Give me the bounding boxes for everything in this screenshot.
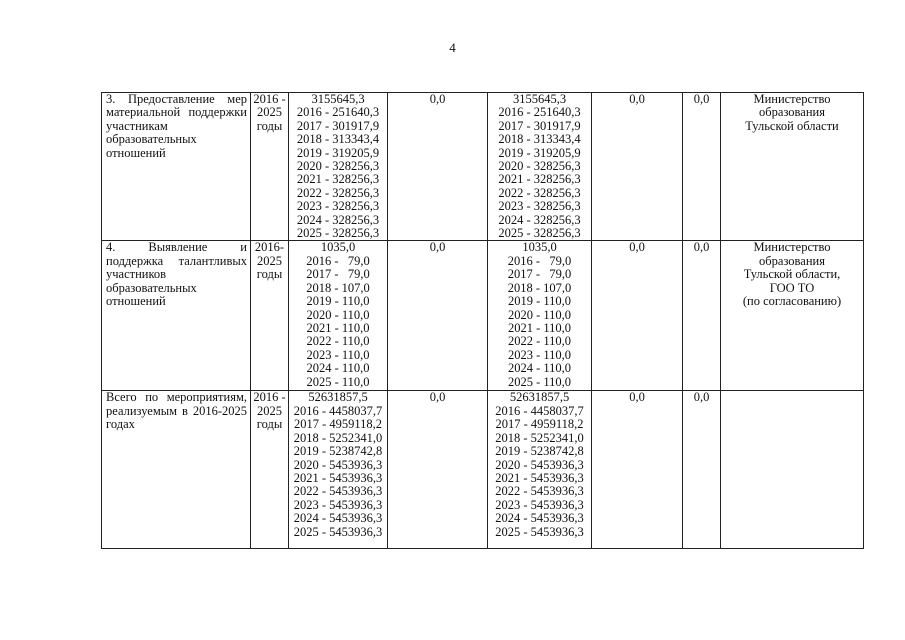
- responsible-line: (по согласованию): [742, 294, 842, 309]
- funding-line: 52631857,5: [308, 390, 368, 405]
- activity-name: 4. Выявление и поддержка талантливых участников образовательных отношений: [102, 241, 251, 391]
- period-line: 2016-: [254, 240, 285, 255]
- funding-line: 2019 - 110,0: [507, 294, 572, 309]
- table-body: [102, 93, 864, 549]
- funding-line: 2023 - 110,0: [306, 347, 370, 362]
- responsible-line: Министерство: [753, 92, 831, 106]
- funding-line: 2023 - 110,0: [507, 347, 572, 362]
- activity-name: 3. Предоставление мер материальной поддержки участникам образовательных отношений: [102, 93, 251, 241]
- funding-line: 1035,0: [522, 240, 557, 255]
- regional-funding-cell: [488, 241, 592, 391]
- funding-line: 2020 - 5453936,3: [293, 457, 383, 472]
- local-funding-cell: 0,0: [592, 241, 683, 391]
- funding-line: 2024 - 110,0: [306, 361, 370, 376]
- funding-line: 2016 - 251640,3: [296, 105, 380, 120]
- total-funding-cell: [289, 391, 388, 549]
- funding-line: 2025 - 110,0: [306, 374, 370, 389]
- funding-line: 2016 - 251640,3: [498, 105, 581, 120]
- funding-line: 2020 - 110,0: [306, 307, 370, 322]
- regional-funding-cell: [488, 93, 592, 241]
- funding-line: 2021 - 110,0: [306, 320, 370, 335]
- table-row: [102, 93, 864, 241]
- funding-line: 2020 - 5453936,3: [495, 457, 584, 472]
- funding-line: 2019 - 319205,9: [498, 145, 581, 160]
- responsible-cell: [721, 93, 864, 241]
- period-line: 2016 -: [253, 390, 286, 405]
- funding-line: 2022 - 110,0: [306, 334, 370, 349]
- funding-line: 2023 - 328256,3: [296, 199, 380, 214]
- funding-line: 1035,0: [320, 240, 356, 255]
- funding-line: 2021 - 5453936,3: [495, 470, 584, 485]
- table-row: [102, 241, 864, 391]
- period-line: 2025: [257, 253, 282, 268]
- funding-line: 2016 - 4458037,7: [495, 403, 584, 418]
- period-line: годы: [256, 417, 283, 432]
- funding-line: 2024 - 328256,3: [296, 212, 380, 227]
- funding-line: 2017 - 301917,9: [498, 118, 581, 133]
- funding-line: 2022 - 110,0: [507, 334, 572, 349]
- total-funding-cell: [289, 93, 388, 241]
- funding-line: 2017 - 4959118,2: [495, 417, 584, 432]
- funding-line: 2022 - 5453936,3: [293, 484, 383, 499]
- funding-line: 2020 - 328256,3: [498, 159, 581, 174]
- funding-line: 2017 - 79,0: [306, 267, 370, 282]
- funding-line: 2024 - 5453936,3: [495, 511, 584, 526]
- funding-line: 2021 - 110,0: [507, 320, 572, 335]
- funding-table: [101, 92, 864, 549]
- period-line: 2016 -: [253, 92, 286, 106]
- responsible-cell: [721, 241, 864, 391]
- period-cell: [251, 391, 289, 549]
- federal-funding-cell: 0,0: [388, 93, 488, 241]
- regional-funding-cell: [488, 391, 592, 549]
- funding-line: 2020 - 110,0: [507, 307, 572, 322]
- funding-line: 2017 - 301917,9: [296, 118, 380, 133]
- funding-line: 2022 - 328256,3: [296, 185, 380, 200]
- funding-line: 2018 - 313343,4: [296, 132, 380, 147]
- period-line: годы: [256, 267, 283, 282]
- funding-line: 2020 - 328256,3: [296, 159, 380, 174]
- funding-line: 2018 - 107,0: [306, 280, 370, 295]
- funding-line: 2024 - 110,0: [507, 361, 572, 376]
- period-line: 2025: [257, 105, 282, 120]
- funding-line: 2025 - 110,0: [507, 374, 572, 389]
- responsible-line: образования: [759, 105, 825, 120]
- responsible-line: Тульской области,: [743, 267, 841, 282]
- funding-line: 52631857,5: [509, 390, 570, 405]
- funding-line: 2019 - 5238742,8: [495, 444, 584, 459]
- funding-line: 2025 - 5453936,3: [495, 524, 584, 539]
- responsible-line: Тульской области: [745, 118, 839, 133]
- funding-line: 2022 - 5453936,3: [495, 484, 584, 499]
- funding-line: 2017 - 79,0: [507, 267, 572, 282]
- other-funding-cell: 0,0: [683, 93, 721, 241]
- funding-line: 3155645,3: [311, 92, 365, 106]
- activity-name: Всего по мероприятиям, реализуемым в 2016-2025 годах: [102, 391, 251, 549]
- funding-line: 2022 - 328256,3: [498, 185, 581, 200]
- other-funding-cell: 0,0: [683, 391, 721, 549]
- funding-line: 2023 - 328256,3: [498, 199, 581, 214]
- responsible-line: ГОО ТО: [769, 280, 815, 295]
- table-row: [102, 391, 864, 549]
- federal-funding-cell: 0,0: [388, 241, 488, 391]
- funding-line: 2018 - 5252341,0: [495, 430, 584, 445]
- funding-line: 2023 - 5453936,3: [293, 497, 383, 512]
- responsible-cell: [721, 391, 864, 549]
- funding-line: 2019 - 110,0: [306, 294, 370, 309]
- funding-line: 2018 - 5252341,0: [293, 430, 383, 445]
- funding-line: 2025 - 328256,3: [498, 226, 581, 241]
- funding-line: 2019 - 319205,9: [296, 145, 380, 160]
- federal-funding-cell: 0,0: [388, 391, 488, 549]
- funding-line: 2019 - 5238742,8: [293, 444, 383, 459]
- period-line: годы: [256, 118, 283, 133]
- period-cell: [251, 93, 289, 241]
- funding-line: 2016 - 4458037,7: [293, 403, 383, 418]
- other-funding-cell: 0,0: [683, 241, 721, 391]
- funding-line: 2025 - 5453936,3: [293, 524, 383, 539]
- local-funding-cell: 0,0: [592, 391, 683, 549]
- period-line: 2025: [257, 403, 282, 418]
- local-funding-cell: 0,0: [592, 93, 683, 241]
- funding-line: 2021 - 328256,3: [498, 172, 581, 187]
- funding-line: 3155645,3: [512, 92, 567, 106]
- funding-line: 2016 - 79,0: [507, 253, 572, 268]
- funding-line: 2018 - 107,0: [507, 280, 572, 295]
- responsible-line: образования: [759, 253, 825, 268]
- total-funding-cell: [289, 241, 388, 391]
- funding-line: 2025 - 328256,3: [296, 226, 380, 241]
- funding-line: 2017 - 4959118,2: [293, 417, 383, 432]
- period-cell: [251, 241, 289, 391]
- funding-line: 2016 - 79,0: [306, 253, 370, 268]
- funding-line: 2024 - 328256,3: [498, 212, 581, 227]
- funding-line: 2023 - 5453936,3: [495, 497, 584, 512]
- responsible-line: Министерство: [753, 240, 831, 255]
- funding-line: 2021 - 5453936,3: [293, 470, 383, 485]
- funding-line: 2024 - 5453936,3: [293, 511, 383, 526]
- funding-line: 2018 - 313343,4: [498, 132, 581, 147]
- page-number: 4: [449, 40, 456, 55]
- funding-line: 2021 - 328256,3: [296, 172, 380, 187]
